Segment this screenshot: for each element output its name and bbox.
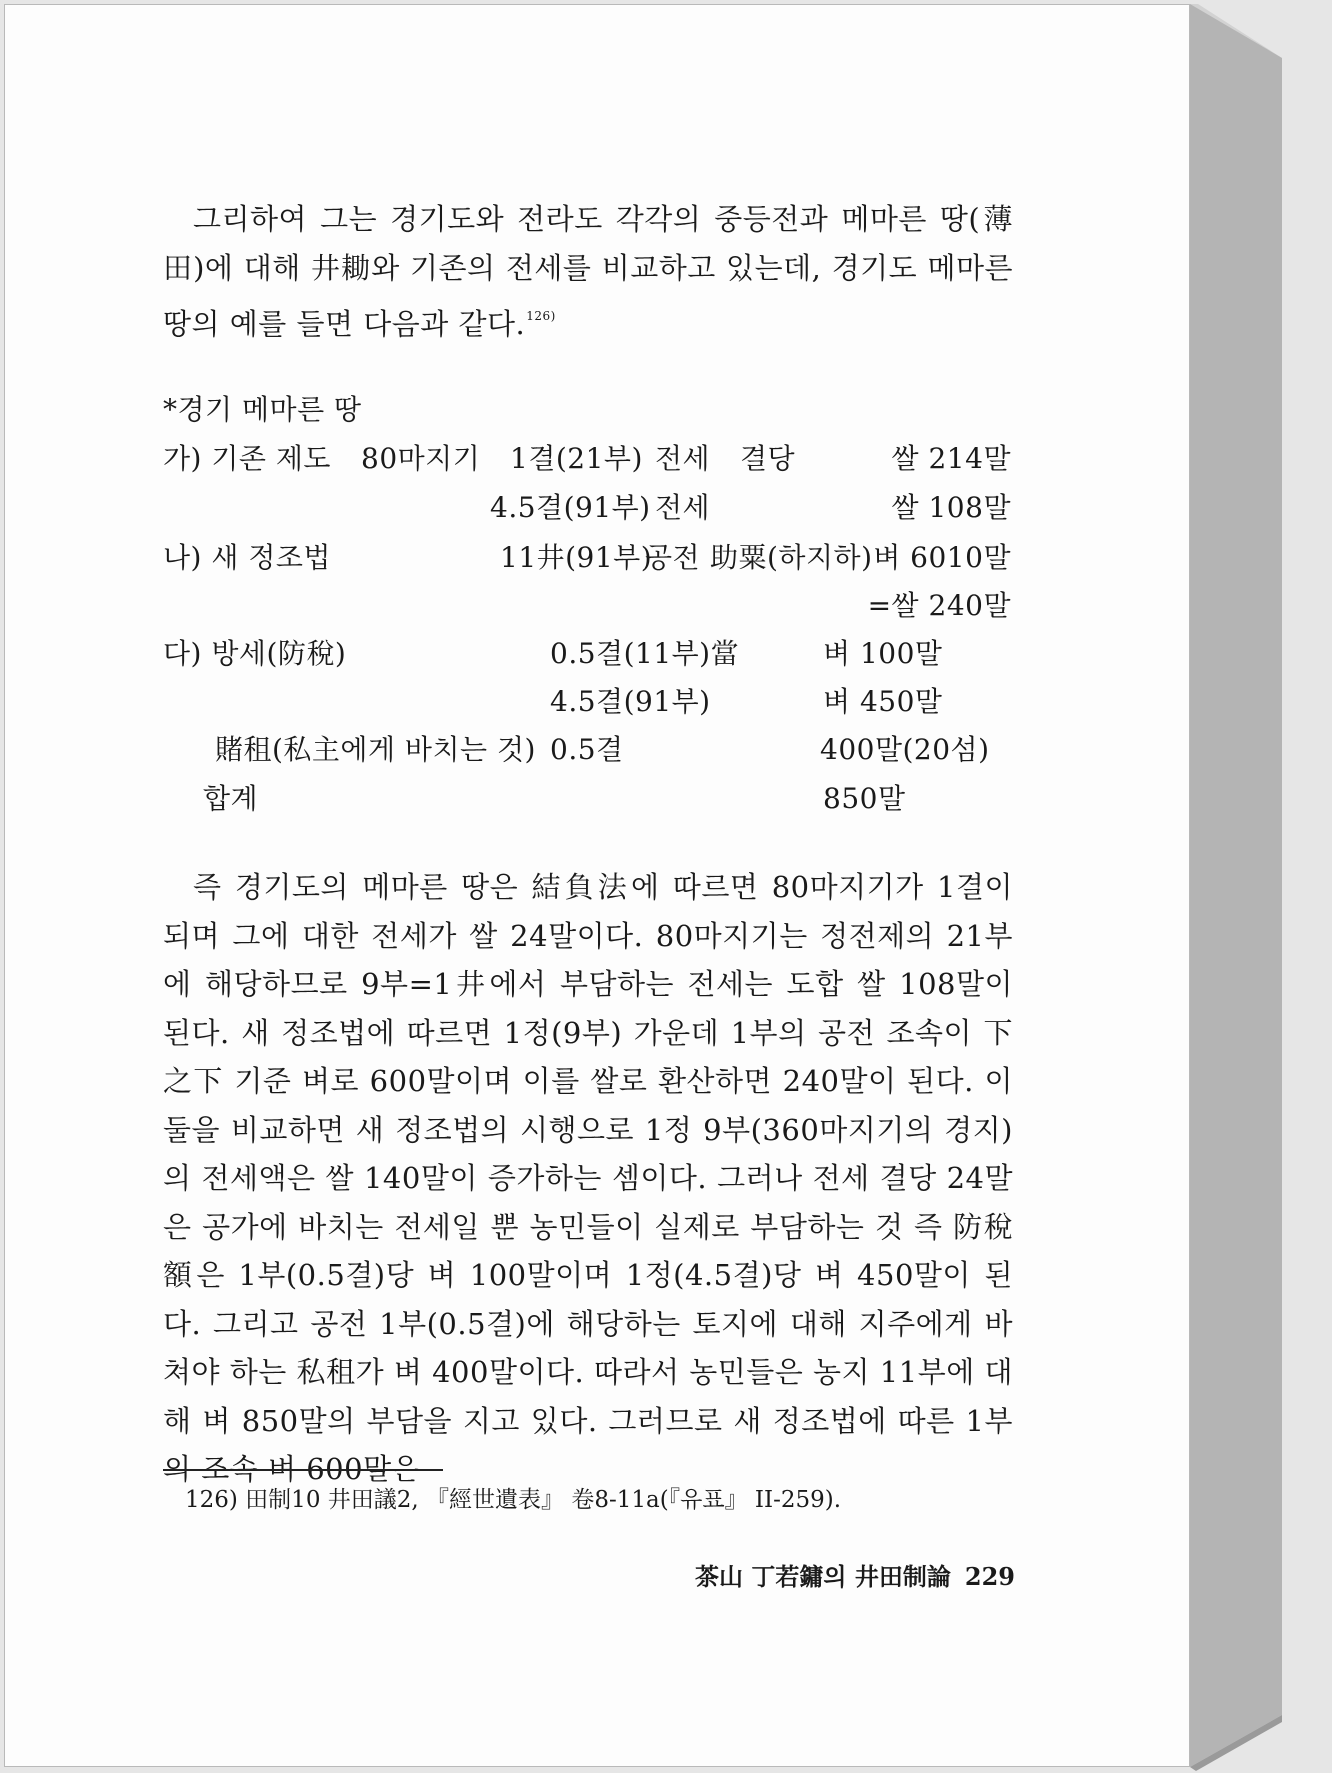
row-item: 공전 [645,541,701,574]
footnote-marker: 126) [526,309,556,323]
row-label: 합계 [203,782,259,815]
main-paragraph-text: 즉 경기도의 메마른 땅은 結負法에 따르면 80마지기가 1결이 되며 그에 대한 전세가 쌀 24말이다. 80마지기는 정전제의 21부에 해당하므로 9부=1井에서 부담하는 전세는 도합 쌀 108말이 된다. 새 정조법에 따르면 1정(9부) 가운데 1부의 공전 조속이 下之下 기준 벼로 600말이며 이를 쌀로 환산하면 240말이 된다. 이 둘을 비교하면 새 정조법의 시행으로 1정 9부(360마지기의 경지)의 전세액은 쌀 140말이 증가하는 셈이다. 그러나 전세 결당 24말은 공가에 바치는 전세일 뿐 농민들이 실제로 부담하는 것 즉 防稅額은 1부(0.5결)당 벼 100말이며 1정(4.5결)당 벼 450말이 된다. 그리고 공전 1부(0.5결)에 해당하는 토지에 대해 지주에게 바쳐야 하는 私租가 벼 400말이다. 따라서 농민들은 농지 11부에 대해 벼 850말의 부담을 지고 있다. 그러므로 새 정조법에 따른 1부의 조속 벼 600말은 [163,870,1013,1486]
row-item: 전세 [655,442,711,475]
row-area: 80마지기 [361,442,481,475]
row-item: 전세 [655,491,711,524]
footnote-rule [163,1469,443,1471]
intro-paragraph-text: 그리하여 그는 경기도와 전라도 각각의 중등전과 메마른 땅(薄田)에 대해 井耡와 기존의 전세를 비교하고 있는데, 경기도 메마른 땅의 예를 들면 다음과 같다. [163,202,1013,341]
running-footer-title: 茶山 丁若鏞의 井田制論 [695,1562,951,1591]
row-amount: 11井(91부) [500,541,653,574]
intro-paragraph [163,195,1013,349]
row-amount: 4.5결(91부) [550,685,711,718]
table-heading: *경기 메마른 땅 [163,393,362,426]
row-qualifier: 결당 [740,442,796,475]
main-paragraph [163,863,1013,1494]
row-value: 벼 450말 [823,685,943,718]
row-amount: 1결(21부) [510,442,643,475]
row-label: 가) 기존 제도 [163,442,331,475]
row-value: 850말 [823,782,906,815]
book-side-edge [1190,4,1282,1767]
row-amount: 0.5결(11부)當 [550,637,740,670]
row-value: 쌀 108말 [891,491,1011,524]
running-footer [695,1562,1015,1592]
footnote: 126) 田制10 井田議2, 『經世遺表』 卷8-11a(『유표』 II-259). [185,1487,842,1513]
book-page [4,4,1190,1767]
row-label: 賭租(私主에게 바치는 것) [215,733,536,766]
page-number: 229 [964,1562,1016,1591]
row-qualifier: 助粟(하지하) [710,541,873,574]
row-value-converted: =쌀 240말 [867,589,1011,622]
row-value: 쌀 214말 [891,442,1011,475]
row-label: 다) 방세(防稅) [163,637,347,670]
row-value: 벼 6010말 [873,541,1011,574]
row-value: 400말(20섬) [820,733,990,766]
row-value: 벼 100말 [823,637,943,670]
row-amount: 0.5결 [550,733,624,766]
row-amount: 4.5결(91부) [490,491,651,524]
row-label: 나) 새 정조법 [163,541,331,574]
